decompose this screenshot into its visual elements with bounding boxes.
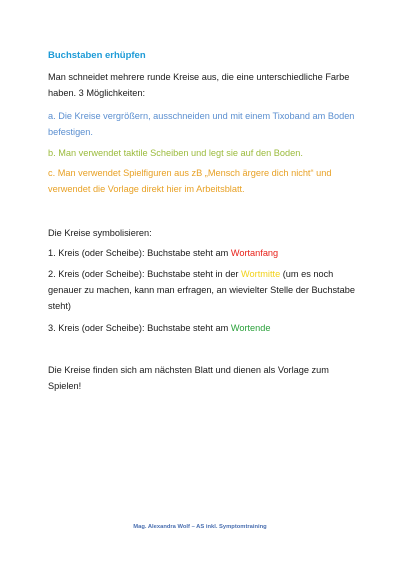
circle-2-text: 2. Kreis (oder Scheibe): Buchstabe steht in der [48,269,242,279]
option-b: b. Man verwendet taktile Scheiben und legt sie auf den Boden. [48,148,303,158]
option-a: a. Die Kreise vergrößern, ausschneiden und mit einem Tixoband am Boden befestigen. [48,111,355,137]
circle-3-highlight: Wortende [230,323,271,333]
page-footer: Mag. Alexandra Wolf – AS inkl. Symptomtraining [133,524,267,530]
circle-2-highlight: Wortmitte [241,269,281,279]
option-c: c. Man verwendet Spielfiguren aus zB „Mensch ärgere dich nicht“ und verwendet die Vorlage direkt hier im Arbeitsblatt. [48,168,332,194]
final-paragraph: Die Kreise finden sich am nächsten Blatt und dienen als Vorlage zum Spielen! [48,365,329,391]
circle-1-item [48,245,358,261]
symbol-heading: Die Kreise symbolisieren: [48,228,152,238]
page-title: Buchstaben erhüpfen [48,50,146,61]
circle-1-text: 1. Kreis (oder Scheibe): Buchstabe steht am [48,248,231,258]
intro-paragraph: Man schneidet mehrere runde Kreise aus, die eine unterschiedliche Farbe haben. 3 Möglichkeiten: [48,72,350,98]
circle-2-suffix: (um es noch genauer zu machen, kann man erfragen, an wievielter Stelle der Buchstabe steht) [48,269,355,311]
circle-3-item [48,320,358,336]
circle-3-text: 3. Kreis (oder Scheibe): Buchstabe steht am [48,323,231,333]
circle-1-highlight: Wortanfang [230,248,279,258]
circle-2-item [48,266,358,314]
